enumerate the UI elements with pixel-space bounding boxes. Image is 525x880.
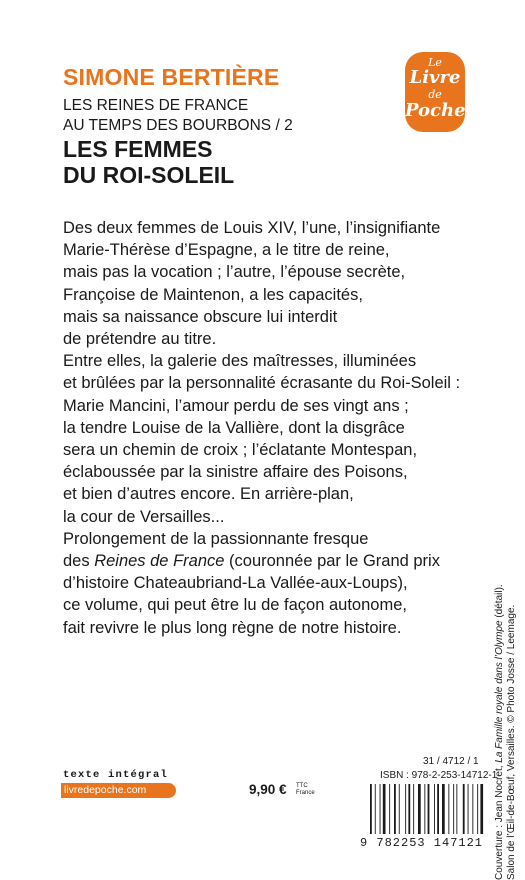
- blurb-line: de prétendre au titre.: [63, 330, 217, 349]
- barcode-bar: [394, 784, 396, 834]
- texte-integral-label: texte intégral: [63, 769, 169, 781]
- barcode-bar: [456, 784, 457, 834]
- back-cover-blurb: [63, 217, 463, 639]
- barcode-bar: [434, 784, 435, 834]
- blurb-line: Prolongement de la passionnante fresque: [63, 529, 369, 548]
- logo-text: Le: [428, 56, 442, 69]
- blurb-line: la cour de Versailles...: [63, 507, 225, 526]
- barcode-bar: [383, 784, 386, 834]
- barcode-bar: [399, 784, 400, 834]
- barcode-bar: [424, 784, 425, 834]
- cover-credit: [494, 500, 518, 880]
- blurb-text: (couronnée par le Grand prix: [224, 552, 440, 571]
- barcode-bar: [428, 784, 430, 834]
- barcode-bar: [448, 784, 449, 834]
- barcode-bar: [408, 784, 410, 834]
- series-title: [63, 96, 293, 136]
- blurb-line: Entre elles, la galerie des maîtresses, illuminées: [63, 352, 417, 371]
- barcode-bar: [472, 784, 473, 834]
- blurb-line: éclaboussée par la sinistre affaire des Poisons,: [63, 463, 408, 482]
- blurb-line: d’histoire Chateaubriand-La Vallée-aux-Loups),: [63, 574, 408, 593]
- blurb-line: Des deux femmes de Louis XIV, l’une, l’insignifiante: [63, 219, 441, 237]
- logo-text: de: [428, 88, 442, 101]
- barcode-bar: [463, 784, 465, 834]
- barcode-digits: 9 782253 147121: [360, 836, 482, 848]
- barcode-bar: [375, 784, 376, 834]
- credit-text: (détail).: [494, 584, 505, 621]
- blurb-line: ce volume, qui peut être lu de façon autonome,: [63, 596, 407, 615]
- reference-number: 31 / 4712 / 1: [423, 756, 479, 767]
- credit-painting-title: La Famille royale dans l’Olympe: [494, 620, 505, 763]
- blurb-line: mais pas la vocation ; l’autre, l’épouse secrète,: [63, 263, 406, 282]
- barcode: [360, 784, 485, 848]
- credit-line: Salon de l’Œil-de-Bœuf, Versailles. © Photo Josse / Leemage.: [506, 604, 517, 880]
- blurb-line: et brûlées par la personnalité écrasante du Roi-Soleil :: [63, 374, 461, 393]
- barcode-bar: [468, 784, 469, 834]
- barcode-bar: [380, 784, 381, 834]
- credit-text: Couverture : Jean Nocret,: [494, 762, 505, 880]
- barcode-bar: [370, 784, 372, 834]
- price-note-line: France: [296, 790, 315, 796]
- logo-text: Livre: [409, 67, 461, 88]
- blurb-italic-title: Reines de France: [94, 552, 225, 571]
- price-note: [296, 783, 315, 797]
- blurb-line: fait revivre le plus long règne de notre histoire.: [63, 618, 402, 637]
- blurb-line: mais sa naissance obscure lui interdit: [63, 307, 338, 326]
- logo-text: Poche: [405, 100, 466, 121]
- livre-de-poche-logo: [405, 52, 465, 132]
- author-name: SIMONE BERTIÈRE: [63, 64, 280, 90]
- barcode-bar: [418, 784, 421, 834]
- website-link[interactable]: livredepoche.com: [61, 783, 176, 798]
- isbn: ISBN : 978-2-253-14712-1: [380, 770, 498, 781]
- blurb-line: Marie Mancini, l’amour perdu de ses vingt ans ;: [63, 396, 409, 415]
- barcode-bar: [437, 784, 439, 834]
- blurb-line: sera un chemin de croix ; l’éclatante Montespan,: [63, 441, 418, 460]
- barcode-bar: [405, 784, 406, 834]
- book-title: [63, 136, 234, 188]
- blurb-line: la tendre Louise de la Vallière, dont la disgrâce: [63, 418, 405, 437]
- barcode-bar: [389, 784, 390, 834]
- blurb-line: [63, 550, 463, 572]
- barcode-bar: [477, 784, 478, 834]
- barcode-bar: [413, 784, 414, 834]
- blurb-line: Françoise de Maintenon, a les capacités,: [63, 285, 363, 304]
- series-line: LES REINES DE FRANCE: [63, 97, 249, 114]
- price-note-line: TTC: [296, 783, 308, 789]
- barcode-bar: [453, 784, 454, 834]
- price: 9,90 €: [249, 782, 287, 797]
- title-line: DU ROI-SOLEIL: [63, 162, 235, 188]
- credit-line: [494, 500, 506, 880]
- blurb-line: et bien d’autres encore. En arrière-plan,: [63, 485, 354, 504]
- blurb-text: des: [63, 552, 95, 571]
- blurb-line: Marie-Thérèse d’Espagne, a le titre de reine,: [63, 241, 390, 260]
- barcode-bar: [442, 784, 445, 834]
- title-line: LES FEMMES: [63, 136, 213, 162]
- barcode-bar: [480, 784, 483, 834]
- series-line: AU TEMPS DES BOURBONS / 2: [63, 117, 293, 134]
